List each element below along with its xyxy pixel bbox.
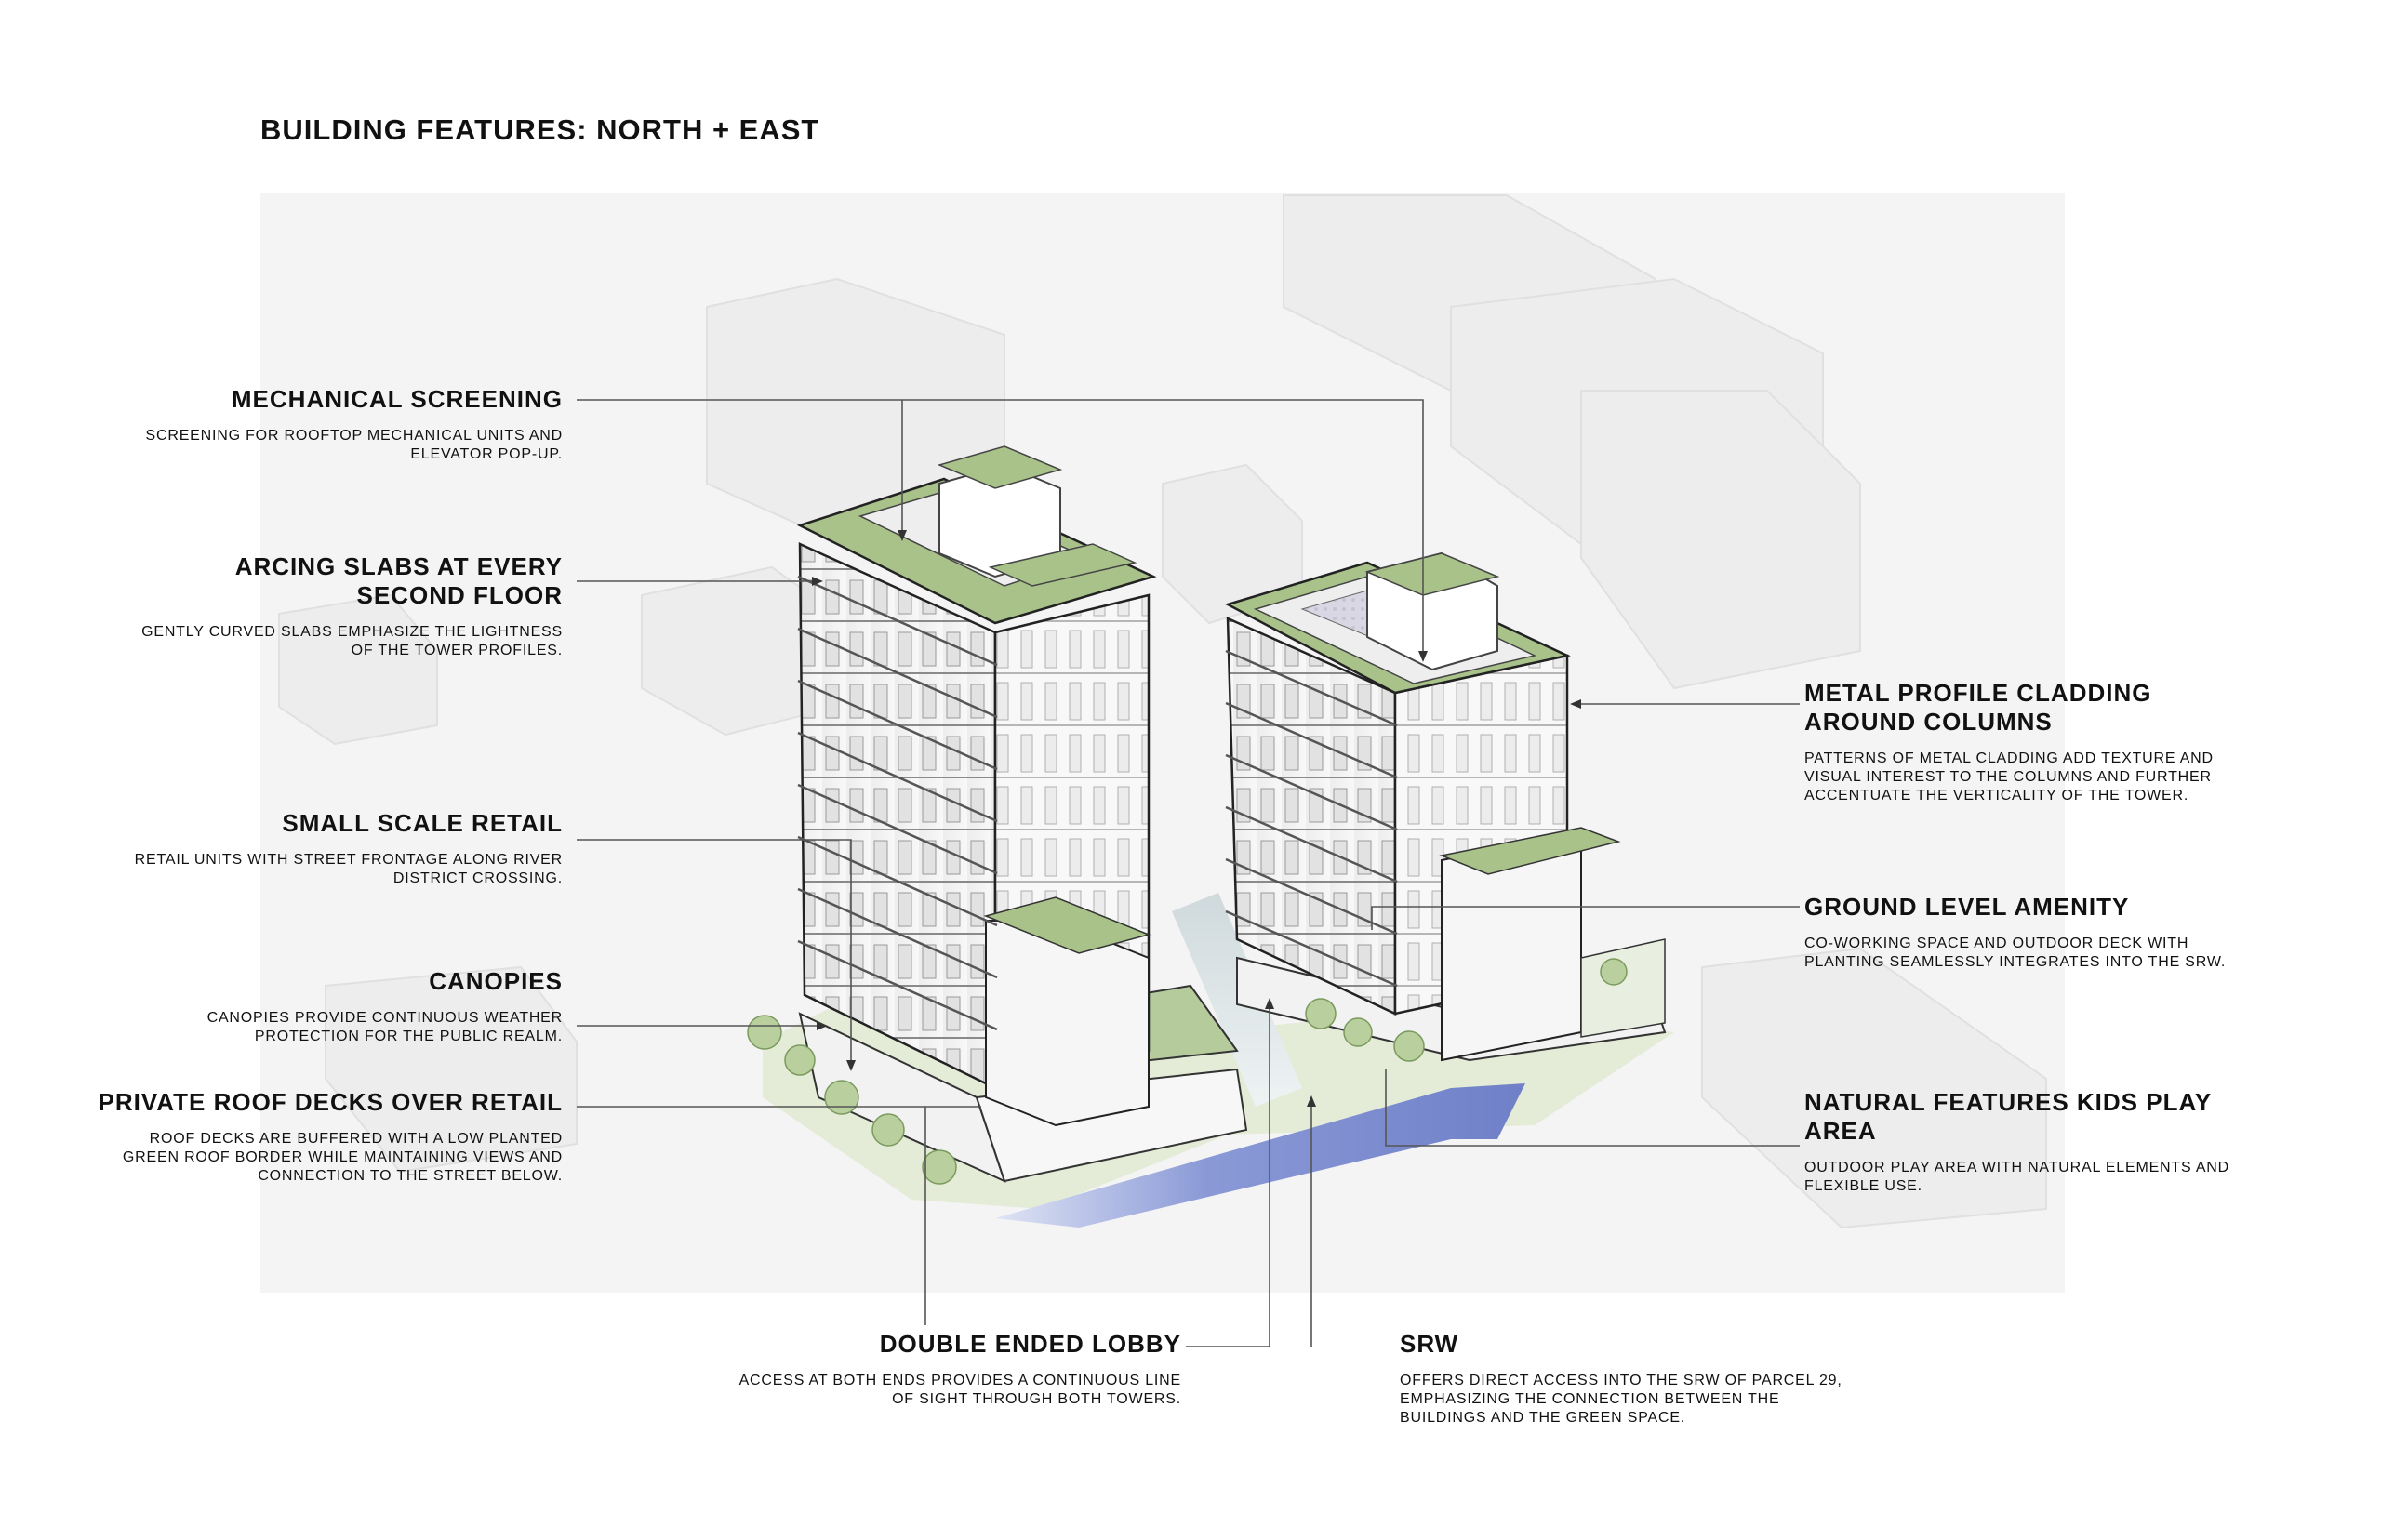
- callout-description: CANOPIES PROVIDE CONTINUOUS WEATHER PROTECTION FOR THE PUBLIC REALM.: [206, 1010, 563, 1044]
- callout-private-roof-decks: [56, 1088, 563, 1186]
- callout-description: OUTDOOR PLAY AREA WITH NATURAL ELEMENTS AND FLEXIBLE USE.: [1804, 1160, 2230, 1194]
- callout-description: PATTERNS OF METAL CLADDING ADD TEXTURE AND VISUAL INTEREST TO THE COLUMNS AND FURTHER ACCENTUATE THE VERTICALITY OF THE TOWER.: [1804, 750, 2214, 803]
- callout-heading: METAL PROFILE CLADDING AROUND COLUMNS: [1804, 679, 2152, 736]
- callout-description: GENTLY CURVED SLABS EMPHASIZE THE LIGHTNESS OF THE TOWER PROFILES.: [141, 624, 563, 658]
- callout-canopies: [93, 967, 563, 1046]
- callout-description: RETAIL UNITS WITH STREET FRONTAGE ALONG RIVER DISTRICT CROSSING.: [134, 852, 563, 886]
- callout-arcing-slabs: [93, 552, 563, 660]
- callout-description: ACCESS AT BOTH ENDS PROVIDES A CONTINUOUS LINE OF SIGHT THROUGH BOTH TOWERS.: [738, 1373, 1181, 1407]
- right-tower: [1226, 553, 1665, 1060]
- callout-heading: GROUND LEVEL AMENITY: [1804, 893, 2130, 921]
- callout-heading: CANOPIES: [429, 967, 563, 995]
- callout-heading: DOUBLE ENDED LOBBY: [879, 1330, 1181, 1358]
- callout-description: CO-WORKING SPACE AND OUTDOOR DECK WITH PLANTING SEAMLESSLY INTEGRATES INTO THE SRW.: [1804, 936, 2227, 970]
- callout-mechanical-screening: [93, 385, 563, 464]
- callout-double-ended-lobby: [725, 1330, 1181, 1409]
- callout-heading: MECHANICAL SCREENING: [231, 385, 563, 413]
- callout-description: OFFERS DIRECT ACCESS INTO THE SRW OF PARCEL 29, EMPHASIZING THE CONNECTION BETWEEN THE BUILDINGS AND THE GREEN SPACE.: [1400, 1373, 1842, 1426]
- callout-description: ROOF DECKS ARE BUFFERED WITH A LOW PLANTED GREEN ROOF BORDER WHILE MAINTAINING VIEWS AND CONNECTION TO THE STREET BELOW.: [122, 1131, 563, 1184]
- callout-ground-level-amenity: [1804, 893, 2260, 972]
- callout-metal-profile-cladding: [1804, 679, 2251, 805]
- callout-natural-features: [1804, 1088, 2260, 1196]
- callout-heading: SMALL SCALE RETAIL: [282, 809, 563, 837]
- page-title: BUILDING FEATURES: NORTH + EAST: [260, 113, 820, 146]
- callout-heading: NATURAL FEATURES KIDS PLAY AREA: [1804, 1088, 2212, 1145]
- callout-heading: PRIVATE ROOF DECKS OVER RETAIL: [98, 1088, 563, 1116]
- callout-small-scale-retail: [93, 809, 563, 888]
- callout-heading: SRW: [1400, 1330, 1459, 1358]
- callout-heading: ARCING SLABS AT EVERY SECOND FLOOR: [234, 552, 563, 609]
- callout-description: SCREENING FOR ROOFTOP MECHANICAL UNITS AND ELEVATOR POP-UP.: [145, 428, 563, 462]
- callout-srw: [1400, 1330, 1846, 1427]
